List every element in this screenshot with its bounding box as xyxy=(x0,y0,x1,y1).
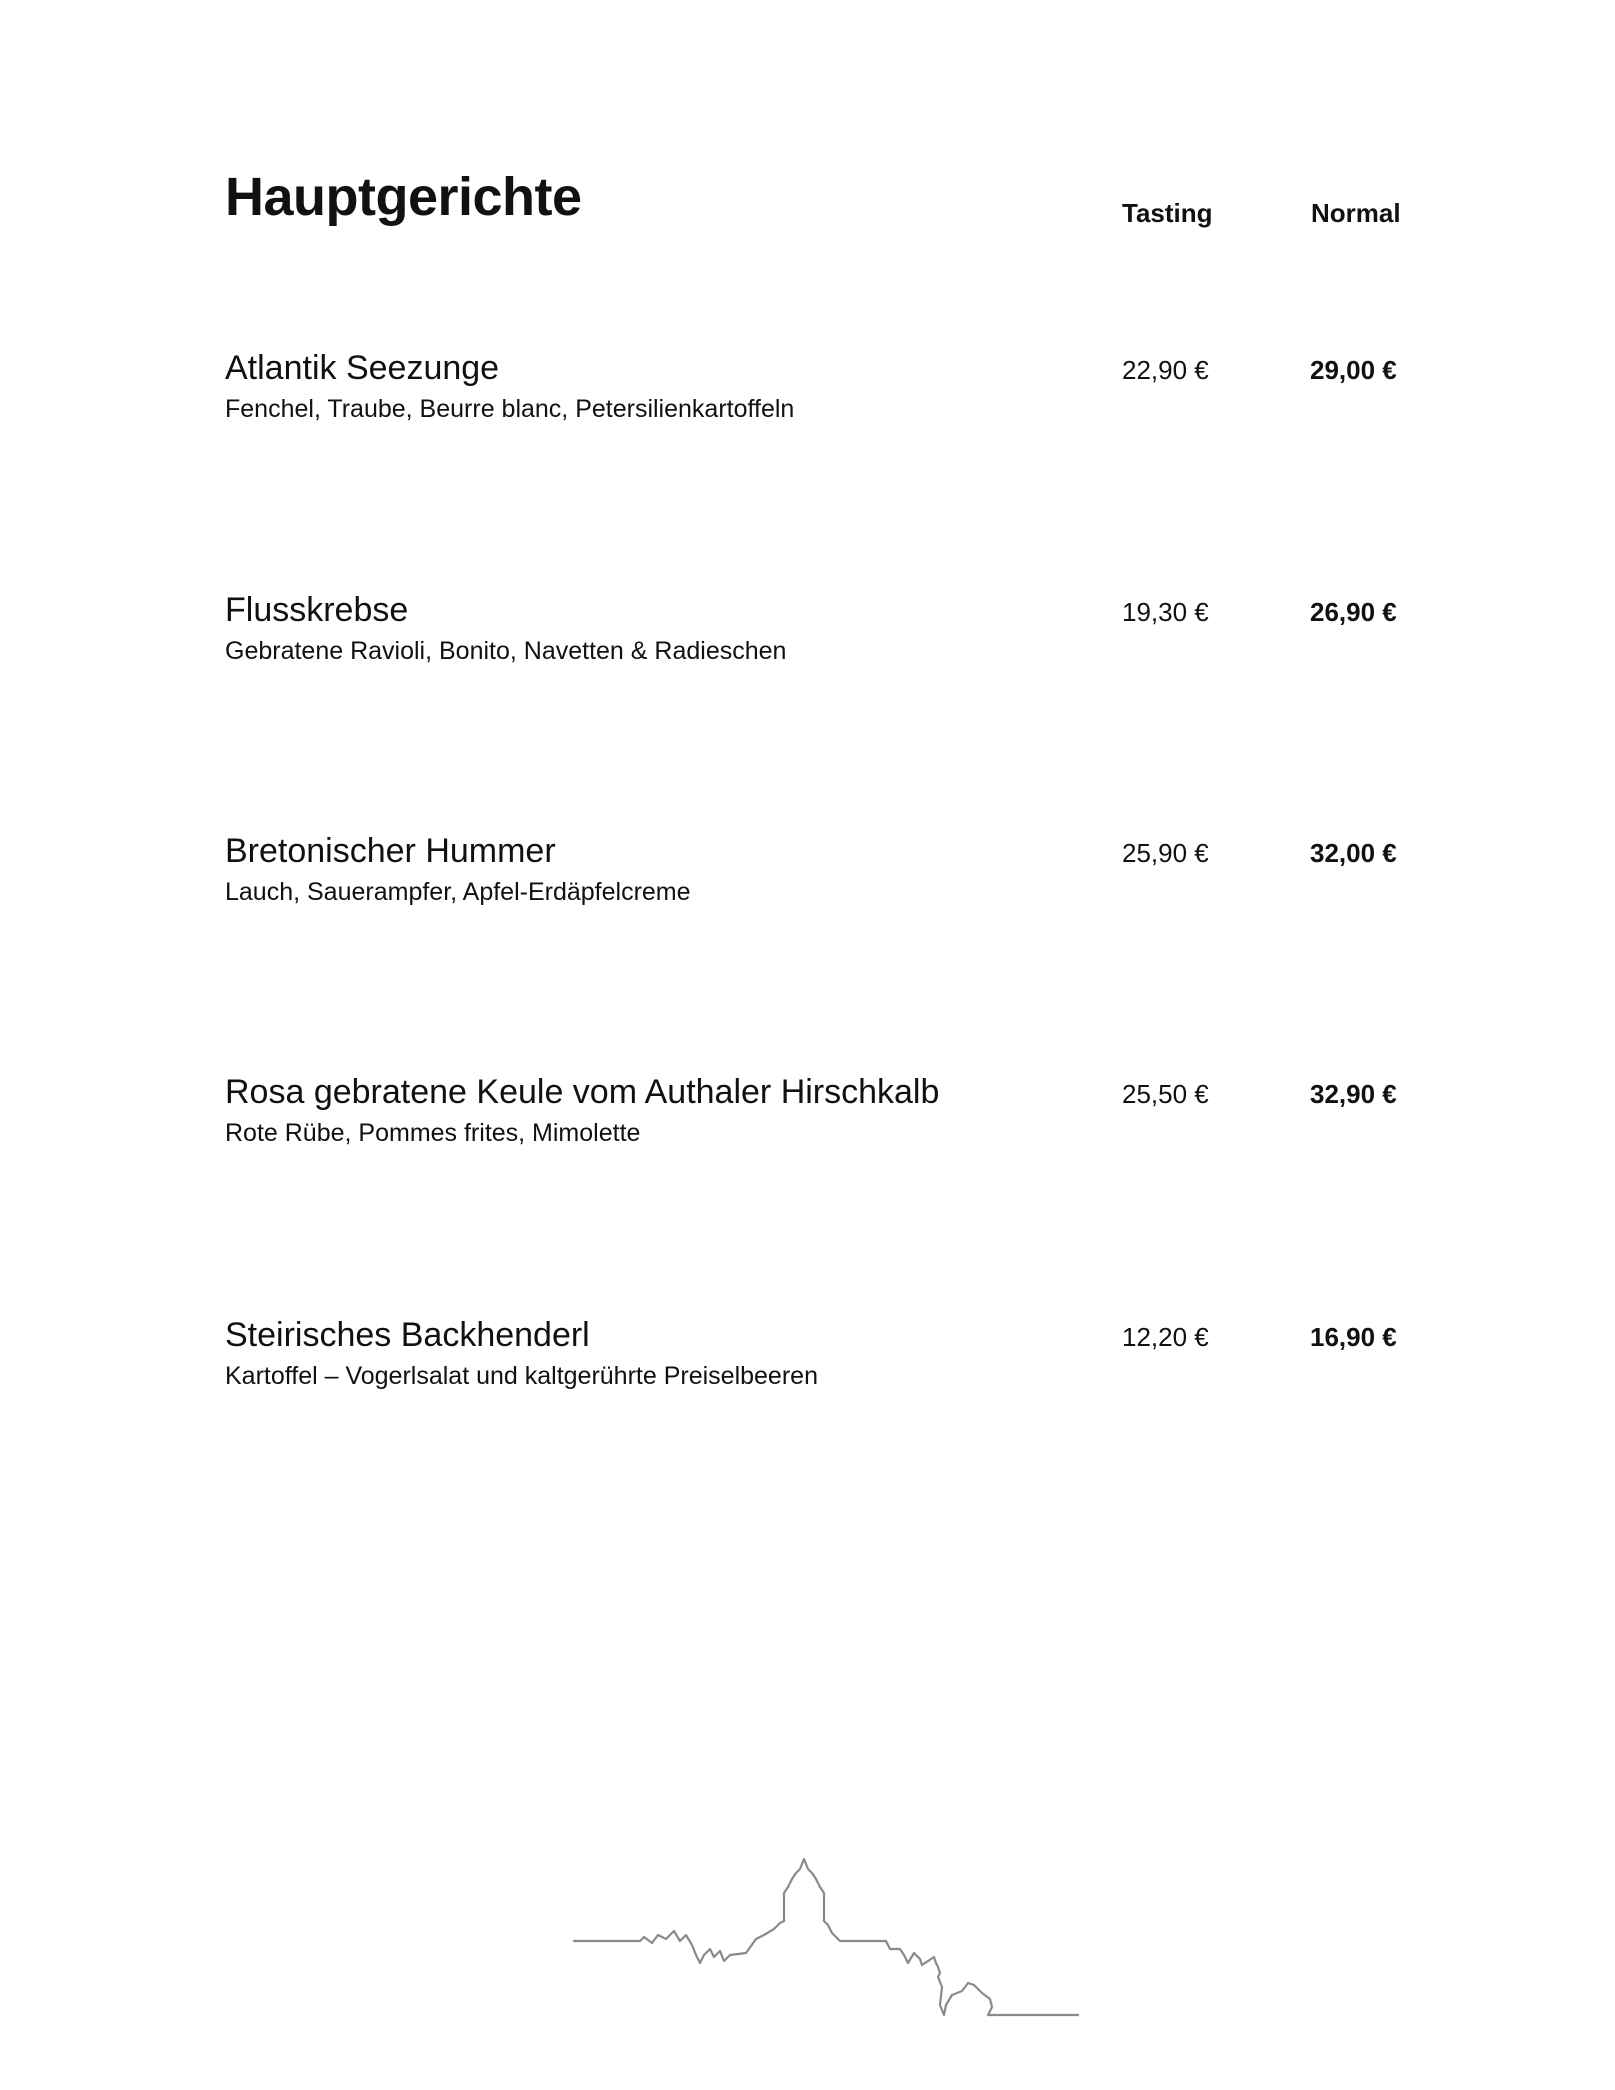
price-normal: 26,90 € xyxy=(1310,597,1397,627)
skyline-outline-path xyxy=(574,1859,1078,2015)
price-normal: 32,90 € xyxy=(1310,1079,1397,1109)
dish-description: Gebratene Ravioli, Bonito, Navetten & Radieschen xyxy=(225,637,787,665)
dish-name: Flusskrebse xyxy=(225,591,409,629)
column-header-normal: Normal xyxy=(1311,198,1401,228)
dish-description: Rote Rübe, Pommes frites, Mimolette xyxy=(225,1119,641,1147)
price-normal: 29,00 € xyxy=(1310,355,1397,385)
price-normal: 32,00 € xyxy=(1310,838,1397,868)
dish-name: Atlantik Seezunge xyxy=(225,349,500,387)
skyline-outline-icon xyxy=(570,1855,1130,2025)
price-tasting: 19,30 € xyxy=(1122,597,1209,627)
menu-item xyxy=(225,1075,1405,1155)
price-tasting: 22,90 € xyxy=(1122,355,1209,385)
menu-item xyxy=(225,834,1405,914)
page-title: Hauptgerichte xyxy=(225,167,582,227)
dish-name: Bretonischer Hummer xyxy=(225,832,556,870)
dish-name: Rosa gebratene Keule vom Authaler Hirschkalb xyxy=(225,1073,940,1111)
price-normal: 16,90 € xyxy=(1310,1322,1397,1352)
menu-item xyxy=(225,351,1405,431)
price-tasting: 25,50 € xyxy=(1122,1079,1209,1109)
dish-description: Kartoffel – Vogerlsalat und kaltgerührte Preiselbeeren xyxy=(225,1362,818,1390)
column-header-tasting: Tasting xyxy=(1122,198,1213,228)
dish-name: Steirisches Backhenderl xyxy=(225,1316,590,1354)
price-tasting: 25,90 € xyxy=(1122,838,1209,868)
menu-item xyxy=(225,593,1405,673)
price-tasting: 12,20 € xyxy=(1122,1322,1209,1352)
menu-item xyxy=(225,1318,1405,1398)
dish-description: Fenchel, Traube, Beurre blanc, Petersilienkartoffeln xyxy=(225,395,795,423)
dish-description: Lauch, Sauerampfer, Apfel-Erdäpfelcreme xyxy=(225,878,691,906)
